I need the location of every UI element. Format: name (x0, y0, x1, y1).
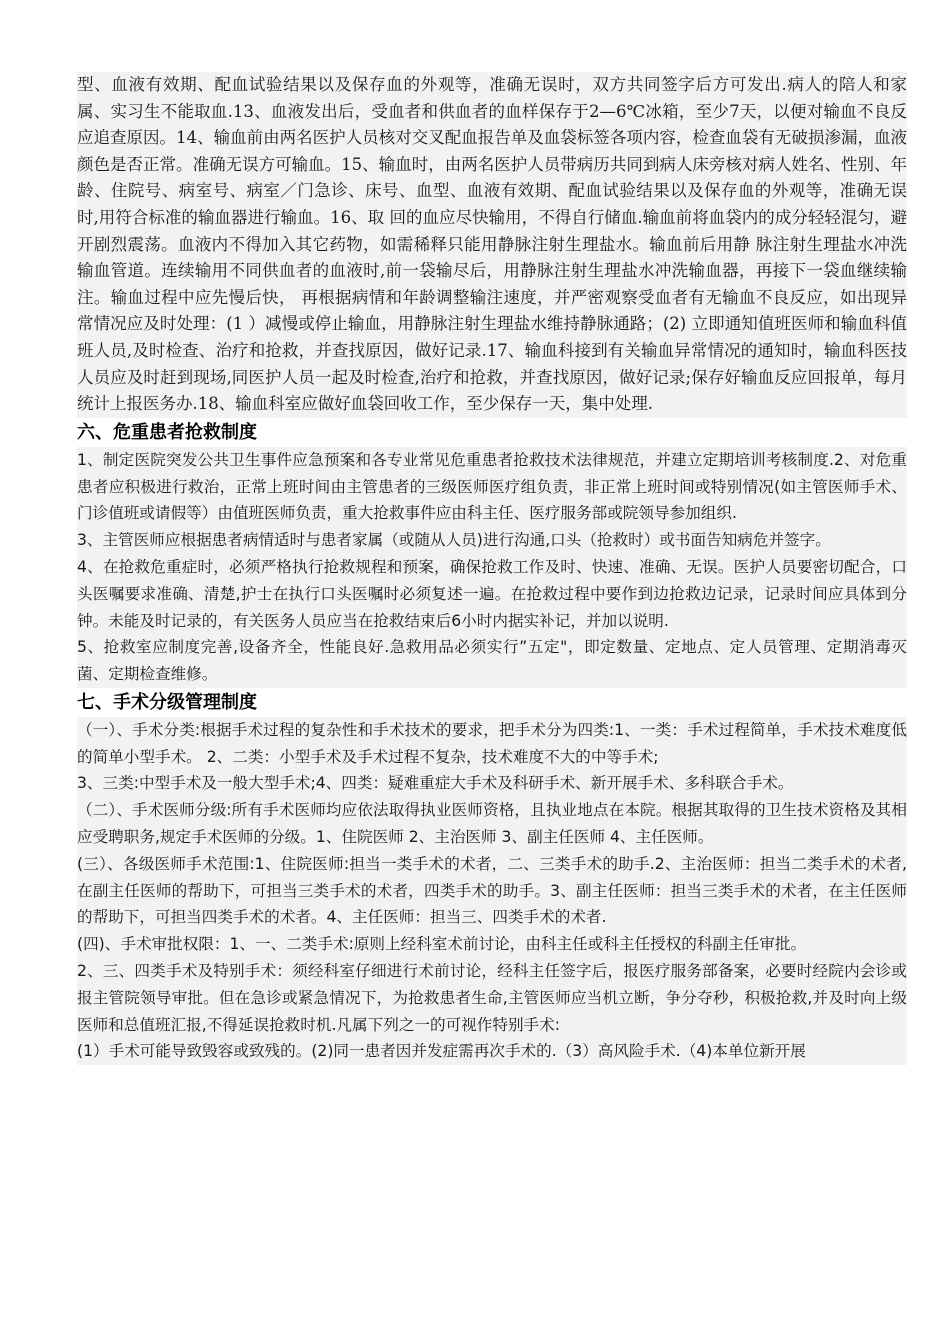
section-6-paragraph-4: 5、抢救室应制度完善,设备齐全，性能良好.急救用品必须实行”五定"，即定数量、定地点、定人员管理、定期消毒灭菌、定期检查维修。 (77, 634, 907, 688)
section-6-paragraph-3: 4、在抢救危重症时，必须严格执行抢救规程和预案，确保抢救工作及时、快速、准确、无误。医护人员要密切配合，口头医嘱要求准确、清楚,护士在执行口头医嘱时必须复述一遍。在抢救过程中要作到边抢救边记录，记录时间应具体到分钟。未能及时记录的，有关医务人员应当在抢救结束后6小时内据实补记，并加以说明. (77, 554, 907, 634)
section-7-paragraph-3: （二）、手术医师分级:所有手术医师均应依法取得执业医师资格，且执业地点在本院。根据其取得的卫生技术资格及其相应受聘职务,规定手术医师的分级。1、住院医师 2、主治医师 3、副主任医师 4、主任医师。 (77, 797, 907, 851)
section-7-paragraph-6: 2、三、四类手术及特别手术：须经科室仔细进行术前讨论，经科主任签字后，报医疗服务部备案，必要时经院内会诊或报主管院领导审批。但在急诊或紧急情况下，为抢救患者生命,主管医师应当机立断，争分夺秒，积极抢救,并及时向上级医师和总值班汇报,不得延误抢救时机.凡属下列之一的可视作特别手术: (77, 958, 907, 1038)
section-7-paragraph-2: 3、三类:中型手术及一般大型手术;4、四类：疑难重症大手术及科研手术、新开展手术、多科联合手术。 (77, 770, 907, 797)
document-body (77, 72, 907, 1065)
blood-transfusion-paragraph: 型、血液有效期、配血试验结果以及保存血的外观等，准确无误时，双方共同签字后方可发出.病人的陪人和家属、实习生不能取血.13、血液发出后，受血者和供血者的血样保存于2—6℃冰箱，至少7天，以便对输血不良反应追查原因。14、输血前由两名医护人员核对交叉配血报告单及血袋标签各项内容，检查血袋有无破损渗漏，血液颜色是否正常。准确无误方可输血。15、输血时，由两名医护人员带病历共同到病人床旁核对病人姓名、性别、年龄、住院号、病室号、病室／门急诊、床号、血型、血液有效期、配血试验结果以及保存血的外观等，准确无误时,用符合标准的输血器进行输血。16、取 回的血应尽快输用，不得自行储血.输血前将血袋内的成分轻轻混匀，避开剧烈震荡。血液内不得加入其它药物，如需稀释只能用静脉注射生理盐水。输血前后用静 脉注射生理盐水冲洗输血管道。连续输用不同供血者的血液时,前一袋输尽后，用静脉注射生理盐水冲洗输血器，再接下一袋血继续输注。输血过程中应先慢后快， 再根据病情和年龄调整输注速度，并严密观察受血者有无输血不良反应，如出现异常情况应及时处理：(1 ）减慢或停止输血，用静脉注射生理盐水维持静脉通路；(2) 立即通知值班医师和输血科值班人员,及时检查、治疗和抢救，并查找原因，做好记录.17、输血科接到有关输血异常情况的通知时，输血科医技人员应及时赶到现场,同医护人员一起及时检查,治疗和抢救，并查找原因，做好记录;保存好输血反应回报单，每月统计上报医务办.18、输血科室应做好血袋回收工作，至少保存一天，集中处理. (77, 72, 907, 418)
section-6-paragraph-2: 3、主管医师应根据患者病情适时与患者家属（或随从人员)进行沟通,口头（抢救时）或书面告知病危并签字。 (77, 527, 907, 554)
section-6-paragraph-1: 1、制定医院突发公共卫生事件应急预案和各专业常见危重患者抢救技术法律规范，并建立定期培训考核制度.2、对危重患者应积极进行救治，正常上班时间由主管患者的三级医师医疗组负责，非正常上班时间或特别情况(如主管医师手术、门诊值班或请假等）由值班医师负责，重大抢救事件应由科主任、医疗服务部或院领导参加组织. (77, 447, 907, 527)
section-7-paragraph-5: (四)、手术审批权限：1、一、二类手术:原则上经科室术前讨论，由科主任或科主任授权的科副主任审批。 (77, 931, 907, 958)
section-7-heading: 七、手术分级管理制度 (77, 689, 907, 717)
section-7-paragraph-4: (三）、各级医师手术范围:1、住院医师:担当一类手术的术者，二、三类手术的助手.2、主治医师：担当二类手术的术者,在副主任医师的帮助下，可担当三类手术的术者，四类手术的助手。3、副主任医师：担当三类手术的术者，在主任医师的帮助下，可担当四类手术的术者。4、主任医师：担当三、四类手术的术者. (77, 851, 907, 931)
section-6-heading: 六、危重患者抢救制度 (77, 419, 907, 447)
section-7-paragraph-1: （一）、手术分类:根据手术过程的复杂性和手术技术的要求，把手术分为四类:1、一类：手术过程简单，手术技术难度低的简单小型手术。 2、二类：小型手术及手术过程不复杂，技术难度不大的中等手术; (77, 717, 907, 771)
section-7-paragraph-7: (1）手术可能导致毁容或致残的。(2)同一患者因并发症需再次手术的.（3）高风险手术.（4)本单位新开展 (77, 1038, 907, 1065)
